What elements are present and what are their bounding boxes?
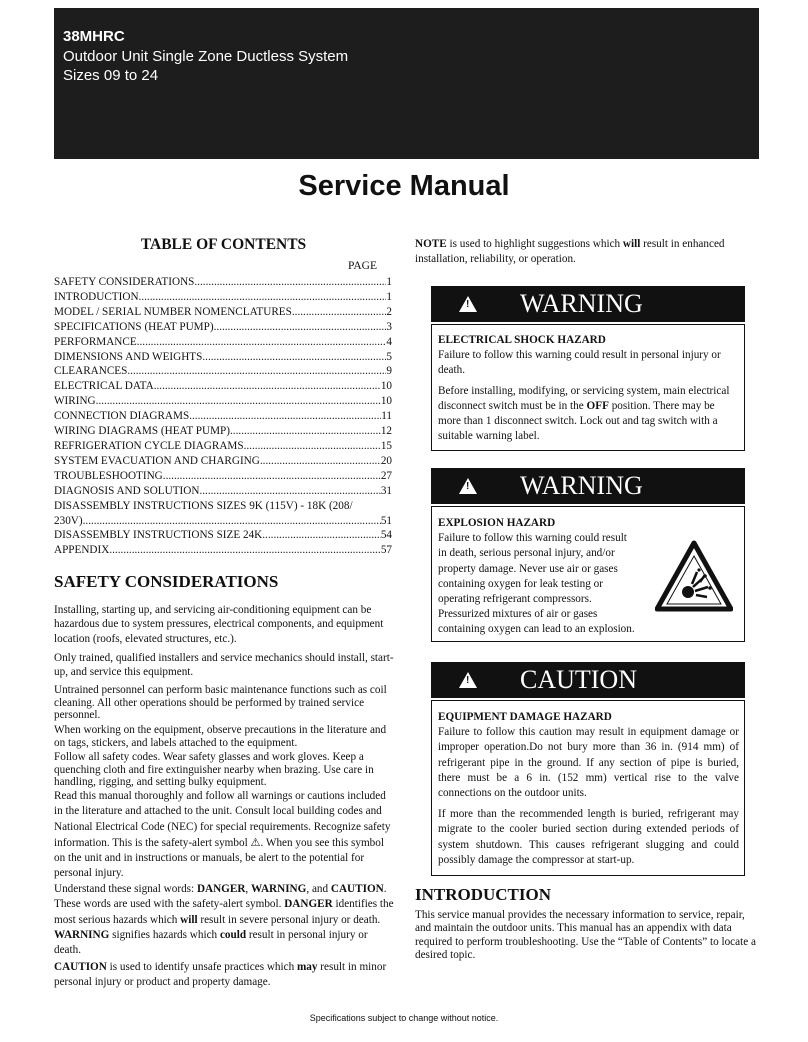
toc-item[interactable]: DISASSEMBLY INSTRUCTIONS SIZE 24K ..... 54 [54, 528, 392, 543]
note-paragraph: NOTE is used to highlight suggestions which will result in enhanced installation, reliability, or operation. [415, 238, 725, 266]
caution-p2: If more than the recommended length is buried, refrigerant may migrate to the cooler buried section during extended periods of system shutdown. This causes refrigerant slugging and could possibly damage the compressor at start-up. [438, 808, 739, 866]
toc-item[interactable]: ELECTRICAL DATA ..... 10 [54, 379, 392, 394]
toc-item[interactable]: DISASSEMBLY INSTRUCTIONS SIZES 9K (115V) - 18K (208/ [54, 499, 353, 512]
warning-bar-1: ! WARNING [431, 286, 745, 322]
safety-p2: Only trained, qualified installers and service mechanics should install, start-up, and service this equipment. [54, 652, 394, 679]
toc-page-label: PAGE [348, 260, 377, 272]
warning-triangle-icon: ! [459, 478, 477, 494]
warning-bar-2: ! WARNING [431, 468, 745, 504]
toc-item[interactable]: DIAGNOSIS AND SOLUTION ..... 31 [54, 484, 392, 499]
toc-item[interactable]: REFRIGERATION CYCLE DIAGRAMS ..... 15 [54, 439, 392, 454]
safety-p6: Read this manual thoroughly and follow all warnings or cautions included in the literature and attached to the unit. Consult local building codes and National Electrical Code (NEC) for special requirements. Recognize safety information. This is the safety-alert symbol ⚠. When you see this symbol on the unit and in instructions or manuals, be alert to the potential for personal injury. [54, 790, 391, 880]
safety-heading: SAFETY CONSIDERATIONS [54, 572, 279, 591]
toc-item[interactable]: INTRODUCTION ..... 1 [54, 290, 392, 305]
explosion-hazard-icon [655, 540, 733, 612]
warning2-title: EXPLOSION HAZARD [438, 517, 556, 529]
warning1-title: ELECTRICAL SHOCK HAZARD [438, 334, 606, 346]
safety-p9: CAUTION is used to identify unsafe practices which may result in minor personal injury or product and property damage. [54, 961, 387, 989]
model-number: 38MHRC [63, 28, 125, 45]
header-banner [54, 8, 759, 159]
warning-box-2: EXPLOSION HAZARD Failure to follow this warning could result in death, serious personal injury, and/or property damage. Never use air or gases containing oxygen for leak testing or operating refrigerant compressors. Pressurized mixtures of air or gases containing oxygen can lead to an explosion. [431, 506, 745, 642]
toc-item[interactable]: TROUBLESHOOTING ..... 27 [54, 469, 392, 484]
safety-p7: Understand these signal words: DANGER, WARNING, and CAUTION. These words are used with the safety-alert symbol. DANGER identifies the most serious hazards which will result in severe personal injury or death. WARNING signifies hazards which could result in personal injury or death. [54, 883, 394, 957]
toc-heading: TABLE OF CONTENTS [140, 236, 307, 253]
toc-item[interactable]: MODEL / SERIAL NUMBER NOMENCLATURES ..... 2 [54, 305, 392, 320]
caution-title: EQUIPMENT DAMAGE HAZARD [438, 711, 612, 723]
safety-p1: Installing, starting up, and servicing air-conditioning equipment can be hazardous due to system pressures, electrical components, and equipment location (roofs, elevated structures, etc.). [54, 604, 384, 645]
safety-p3: Untrained personnel can perform basic maintenance functions such as coil cleaning. All other operations should be performed by trained service personnel. [54, 684, 387, 722]
header-line1: Outdoor Unit Single Zone Ductless System [63, 48, 349, 65]
caution-box [431, 700, 745, 876]
toc-item[interactable]: APPENDIX ..... 57 [54, 543, 392, 558]
intro-p1: This service manual provides the necessary information to service, repair, and maintain the outdoor units. This manual has an appendix with data required to perform troubleshooting. Use the “Table of Contents” to locate a desired topic. [415, 909, 756, 962]
caution-p1: Failure to follow this caution may result in equipment damage or improper operation.Do not bury more than 36 in. (914 mm) of refrigerant pipe in the ground. If any section of pipe is buried, there must be a 6 in. (152 mm) vertical rise to the valve connections on the outdoor units. [438, 726, 739, 800]
page-title: Service Manual [298, 170, 510, 202]
warning1-p1: Failure to follow this warning could result in personal injury or death. [438, 349, 721, 377]
header-line2: Sizes 09 to 24 [63, 67, 159, 84]
caution-bar: ! CAUTION [431, 662, 745, 698]
footer-note: Specifications subject to change without notice. [309, 1013, 499, 1023]
toc-item[interactable]: WIRING ..... 10 [54, 394, 392, 409]
toc-item[interactable]: CLEARANCES ..... 9 [54, 364, 392, 379]
table-of-contents [54, 275, 392, 558]
toc-item[interactable]: SAFETY CONSIDERATIONS ..... 1 [54, 275, 392, 290]
toc-item[interactable]: SPECIFICATIONS (HEAT PUMP) ..... 3 [54, 320, 392, 335]
safety-p4: When working on the equipment, observe precautions in the literature and on tags, stickers, and labels attached to the equipment. [54, 724, 387, 749]
warning-box-1 [431, 324, 745, 451]
toc-item[interactable]: CONNECTION DIAGRAMS ..... 11 [54, 409, 392, 424]
toc-item[interactable]: SYSTEM EVACUATION AND CHARGING ..... 20 [54, 454, 392, 469]
toc-item[interactable]: WIRING DIAGRAMS (HEAT PUMP) ..... 12 [54, 424, 392, 439]
toc-item[interactable]: PERFORMANCE ..... 4 [54, 335, 392, 350]
toc-item[interactable]: DIMENSIONS AND WEIGHTS ..... 5 [54, 350, 392, 365]
warning-triangle-icon: ! [459, 672, 477, 688]
intro-heading: INTRODUCTION [415, 885, 552, 904]
warning-triangle-icon: ! [459, 296, 477, 312]
safety-p5: Follow all safety codes. Wear safety glasses and work gloves. Keep a quenching cloth and fire extinguisher nearby when brazing. Use care in handling, rigging, and setting bulky equipment. [54, 751, 374, 789]
toc-item[interactable]: 230V) ..... 51 [54, 514, 392, 529]
warning1-p2: Before installing, modifying, or servicing system, main electrical disconnect switch must be in the OFF position. There may be more than 1 disconnect switch. Lock out and tag switch with a suitable warning label. [438, 384, 730, 443]
safety-alert-icon: ⚠ [250, 835, 261, 849]
